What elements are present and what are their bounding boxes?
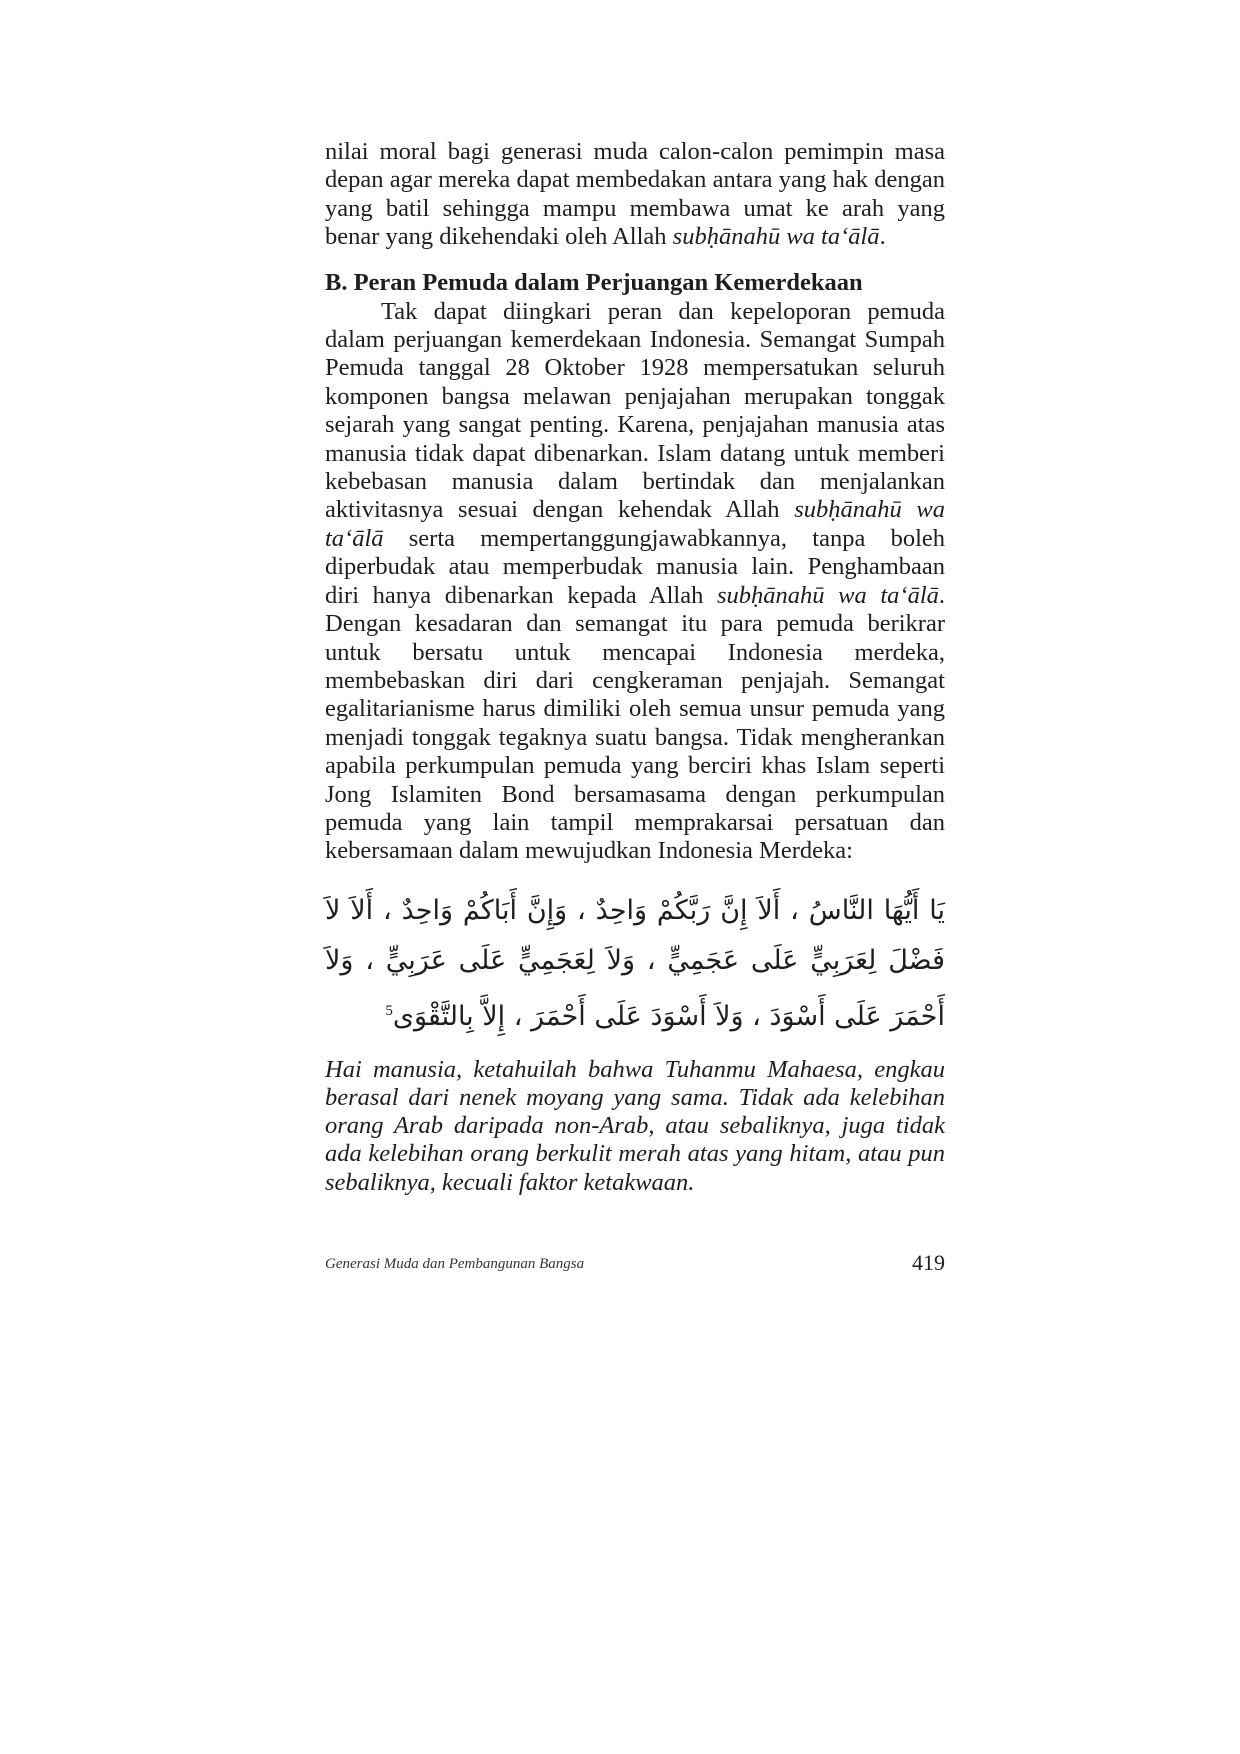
main-part3: . Dengan kesadaran dan semangat itu para pemuda berikrar untuk bersatu untuk mencapai Indonesia merdeka, membebaskan diri dari cengkeraman penjajah. Semangat egalitarianisme harus dimiliki oleh semua unsur pemuda yang menjadi tonggak tegaknya suatu bangsa. Tidak mengherankan apabila perkumpulan pemuda yang berciri khas Islam seperti Jong Islamiten Bond bersamasama dengan perkumpulan pemuda yang lain tampil memprakarsai persatuan dan kebersamaan dalam mewujudkan Indonesia Merdeka: — [325, 581, 946, 865]
page-body — [325, 138, 945, 1197]
main-paragraph — [325, 298, 945, 866]
section-heading: B. Peran Pemuda dalam Perjuangan Kemerdekaan — [325, 268, 863, 296]
main-part1: Tak dapat diingkari peran dan kepeloporan pemuda dalam perjuangan kemerdekaan Indonesia. Semangat Sumpah Pemuda tanggal 28 Oktober 1928 mempersatukan seluruh komponen bangsa melawan penjajahan merupakan tonggak sejarah yang sangat penting. Karena, penjajahan manusia atas manusia tidak dapat dibenarkan. Islam datang untuk memberi kebebasan manusia dalam bertindak dan menjalankan aktivitasnya sesuai dengan kehendak Allah — [325, 297, 945, 524]
page-footer — [325, 1250, 945, 1280]
main-phrase2: subḥānahū wa ta‘ālā — [716, 581, 939, 609]
footnote-mark[interactable]: 5 — [385, 1002, 393, 1019]
intro-tail: . — [879, 223, 886, 251]
main-part2: serta mempertanggungjawabkannya, tanpa boleh diperbudak atau memperbudak manusia lain. Penghambaan diri hanya dibenarkan kepada Allah — [325, 524, 945, 609]
main-phrase1: subḥānahū wa ta‘ālā — [325, 496, 945, 552]
arabic-quote — [325, 886, 945, 1042]
intro-text: nilai moral bagi generasi muda calon-calon pemimpin masa depan agar mereka dapat membedakan antara yang hak dengan yang batil sehingga mampu membawa umat ke arah yang benar yang dikehendaki oleh Allah — [325, 138, 945, 251]
intro-phrase: subḥānahū wa ta‘ālā — [672, 223, 880, 251]
page-number: 419 — [912, 1250, 945, 1275]
intro-paragraph — [325, 138, 945, 252]
translation: Hai manusia, ketahuilah bahwa Tuhanmu Mahaesa, engkau berasal dari nenek moyang yang sama. Tidak ada kelebihan orang Arab daripada non-Arab, atau sebaliknya, juga tidak ada kelebihan orang berkulit merah atas yang hitam, atau pun sebaliknya, kecuali faktor ketakwaan. — [325, 1055, 945, 1196]
footer-book-title: Generasi Muda dan Pembangunan Bangsa — [325, 1256, 585, 1272]
arabic-text: يَا أَيُّهَا النَّاسُ ، أَلاَ إِنَّ رَبَّكُمْ وَاحِدٌ ، وَإِنَّ أَبَاكُمْ وَاحِدٌ ، أَلاَ لاَ فَضْلَ لِعَرَبِيٍّ عَلَى عَجَمِيٍّ ، وَلاَ لِعَجَمِيٍّ عَلَى عَرَبِيٍّ ، وَلاَ أَحْمَرَ عَلَى أَسْوَدَ ، وَلاَ أَسْوَدَ عَلَى أَحْمَرَ ، إِلاَّ بِالتَّقْوَى — [325, 894, 945, 1032]
